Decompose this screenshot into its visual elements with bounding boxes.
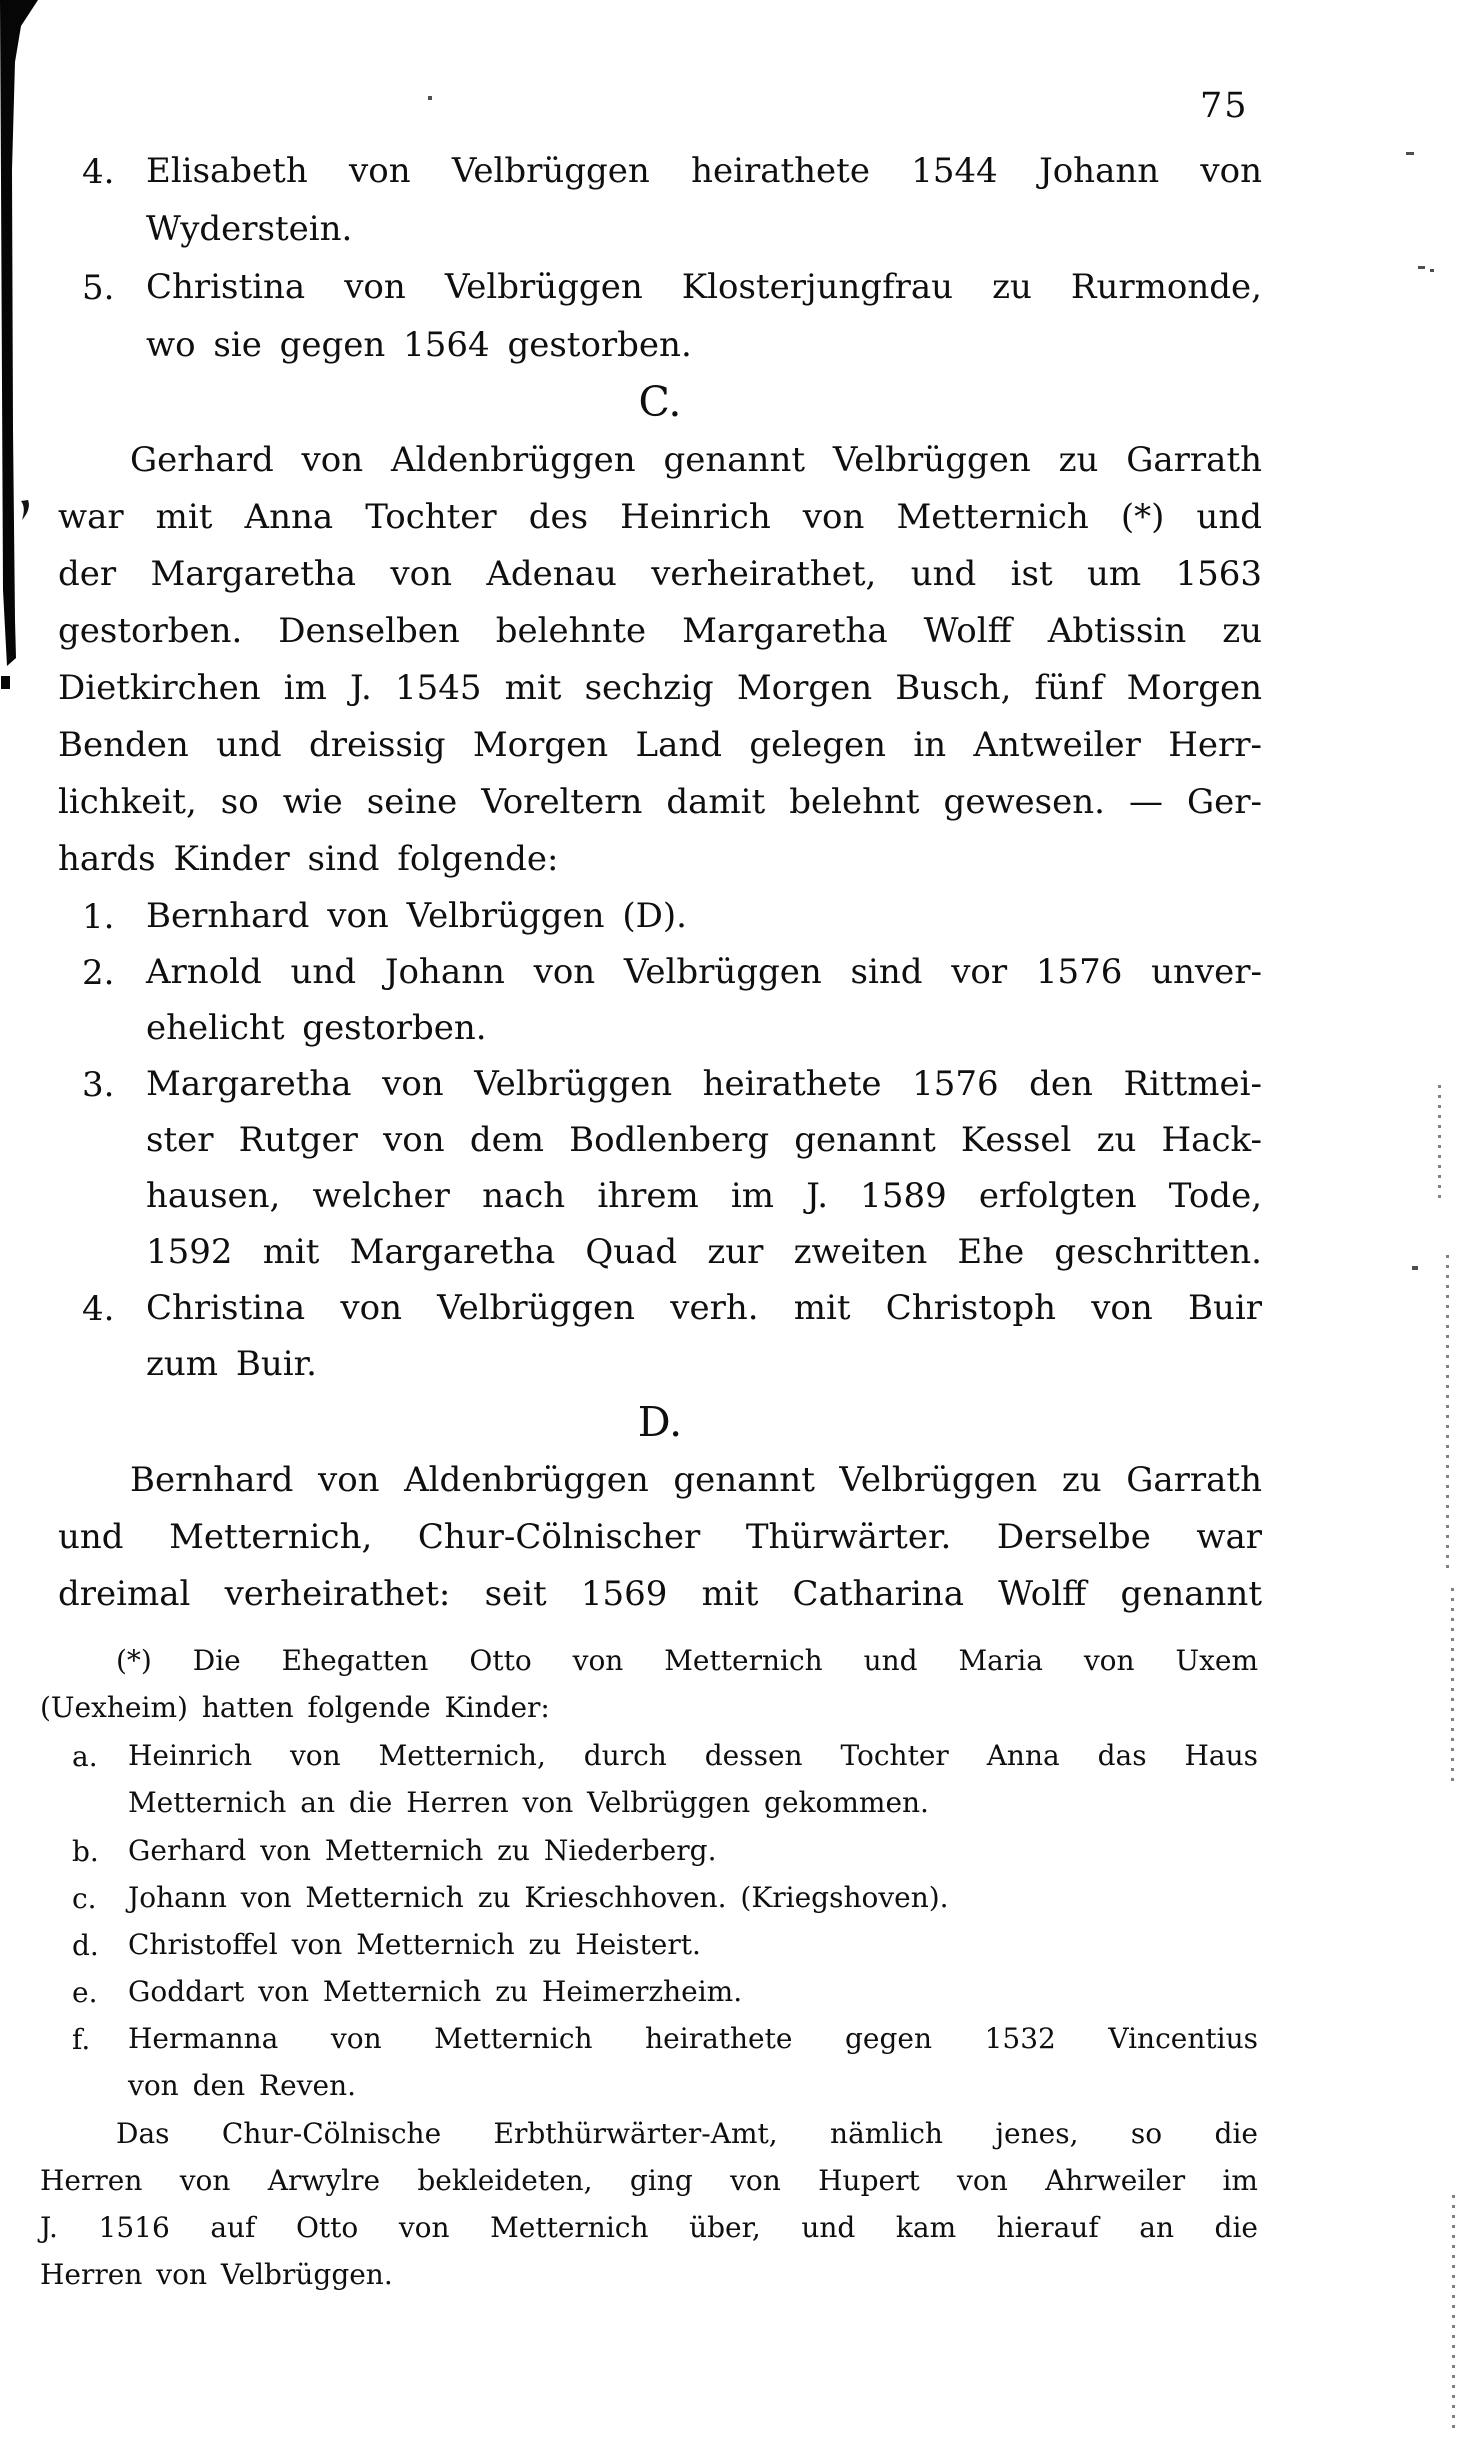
scan-artifact-comma: [18, 498, 32, 522]
footnote-line: Hermanna von Metternich heirathete gegen 1532 Vincentius: [128, 2022, 1258, 2055]
scan-artifact-left-bar: [0, 0, 44, 700]
footnote-line: Das Chur-Cölnische Erbthürwärter-Amt, nämlich jenes, so die: [116, 2117, 1258, 2150]
scan-noise: [1451, 1588, 1454, 1783]
section-heading-c: C.: [638, 378, 682, 426]
scan-speck: [1418, 266, 1425, 269]
footnote-line: Gerhard von Metternich zu Niederberg.: [128, 1834, 717, 1867]
footnote-list-marker: b.: [72, 1835, 99, 1868]
text-line: 1592 mit Margaretha Quad zur zweiten Ehe geschritten.: [146, 1232, 1262, 1272]
page-number: 75: [1200, 86, 1249, 126]
footnote-line: (Uexheim) hatten folgende Kinder:: [40, 1691, 550, 1724]
list-marker: 4.: [82, 152, 115, 192]
list-marker: 5.: [82, 268, 115, 308]
text-line: ster Rutger von dem Bodlenberg genannt Kessel zu Hack-: [146, 1120, 1262, 1160]
list-marker: 4.: [82, 1289, 115, 1329]
text-line: ehelicht gestorben.: [146, 1008, 487, 1048]
section-heading-d: D.: [637, 1398, 683, 1446]
text-line: zum Buir.: [146, 1344, 317, 1384]
footnote-line: von den Reven.: [128, 2069, 357, 2102]
text-line: Benden und dreissig Morgen Land gelegen in Antweiler Herr-: [58, 725, 1262, 765]
text-line: wo sie gegen 1564 gestorben.: [146, 325, 692, 365]
list-marker: 2.: [82, 953, 115, 993]
footnote-line: Herren von Velbrüggen.: [40, 2258, 393, 2291]
scan-noise: [1446, 1255, 1449, 1575]
footnote-line: Johann von Metternich zu Krieschhoven. (Kriegshoven).: [128, 1881, 949, 1914]
footnote-line: Metternich an die Herren von Velbrüggen gekommen.: [128, 1786, 929, 1819]
text-line: hausen, welcher nach ihrem im J. 1589 erfolgten Tode,: [146, 1176, 1262, 1216]
scan-speck: [1430, 269, 1434, 272]
text-line: der Margaretha von Adenau verheirathet, und ist um 1563: [58, 554, 1262, 594]
text-line: und Metternich, Chur-Cölnischer Thürwärter. Derselbe war: [58, 1517, 1262, 1557]
footnote-line: J. 1516 auf Otto von Metternich über, und kam hierauf an die: [40, 2211, 1258, 2244]
text-line: Gerhard von Aldenbrüggen genannt Velbrüggen zu Garrath: [130, 440, 1262, 480]
scan-noise: [1452, 2195, 1455, 2430]
footnote-line: Herren von Arwylre bekleideten, ging von Hupert von Ahrweiler im: [40, 2164, 1258, 2197]
footnote-list-marker: a.: [72, 1740, 98, 1773]
text-line: Christina von Velbrüggen Klosterjungfrau zu Rurmonde,: [146, 267, 1262, 307]
footnote-list-marker: c.: [72, 1882, 97, 1915]
text-line: Margaretha von Velbrüggen heirathete 1576 den Rittmei-: [146, 1064, 1262, 1104]
text-line: war mit Anna Tochter des Heinrich von Metternich (*) und: [58, 497, 1262, 537]
text-line: Christina von Velbrüggen verh. mit Christoph von Buir: [146, 1288, 1262, 1328]
text-line: Wyderstein.: [146, 209, 353, 249]
text-line: Elisabeth von Velbrüggen heirathete 1544 Johann von: [146, 151, 1262, 191]
footnote-list-marker: f.: [72, 2023, 91, 2056]
footnote-line: Heinrich von Metternich, durch dessen Tochter Anna das Haus: [128, 1739, 1258, 1772]
text-line: dreimal verheirathet: seit 1569 mit Catharina Wolff genannt: [58, 1574, 1262, 1614]
text-line: gestorben. Denselben belehnte Margaretha Wolff Abtissin zu: [58, 611, 1262, 651]
footnote-line: (*) Die Ehegatten Otto von Metternich und Maria von Uxem: [116, 1644, 1258, 1677]
text-line: Bernhard von Velbrüggen (D).: [146, 896, 687, 936]
list-marker: 3.: [82, 1065, 115, 1105]
scan-speck: [428, 96, 432, 100]
scan-speck: [1406, 152, 1414, 155]
text-line: lichkeit, so wie seine Voreltern damit belehnt gewesen. — Ger-: [58, 782, 1262, 822]
scan-speck: [1412, 1266, 1418, 1270]
footnote-line: Christoffel von Metternich zu Heistert.: [128, 1928, 701, 1961]
footnote-line: Goddart von Metternich zu Heimerzheim.: [128, 1975, 743, 2008]
text-line: Bernhard von Aldenbrüggen genannt Velbrüggen zu Garrath: [130, 1460, 1262, 1500]
text-line: Dietkirchen im J. 1545 mit sechzig Morgen Busch, fünf Morgen: [58, 668, 1262, 708]
text-line: Arnold und Johann von Velbrüggen sind vor 1576 unver-: [146, 952, 1262, 992]
scan-noise: [1438, 1085, 1441, 1200]
footnote-list-marker: e.: [72, 1976, 98, 2009]
footnote-list-marker: d.: [72, 1929, 99, 1962]
list-marker: 1.: [82, 897, 115, 937]
text-line: hards Kinder sind folgende:: [58, 839, 559, 879]
